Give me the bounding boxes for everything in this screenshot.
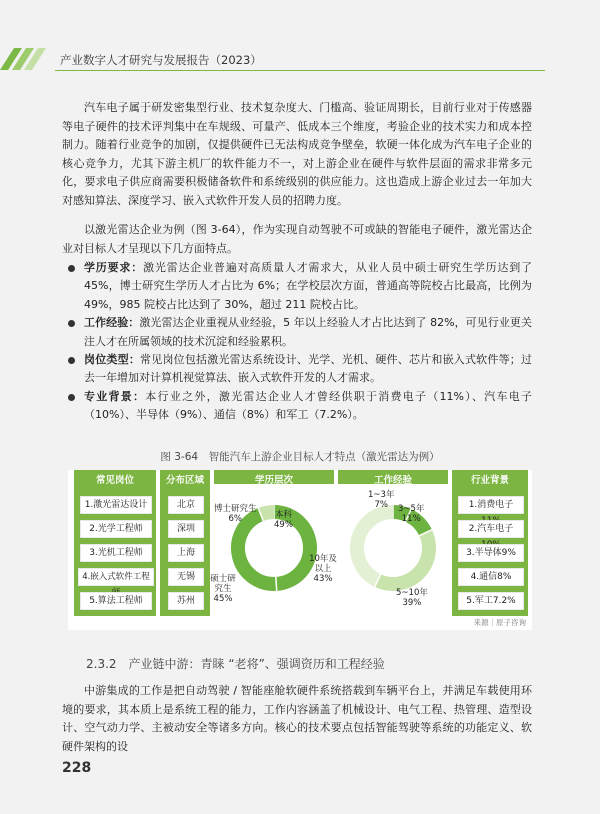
exp-label-3-5-value: 11% [401,514,421,524]
exp-label-10plus-name: 10年及以上 [309,554,337,574]
exp-label-3-5-name: 3~5年 [398,504,425,514]
industry-item: 4.通信8% [458,568,524,586]
position-item: 5.算法工程师 [80,592,152,610]
bullet-dot-icon [68,265,75,272]
exp-label-5-10 [396,588,428,608]
bullet-label: 工作经验： [84,316,140,330]
experience-panel [338,470,448,484]
region-item: 上海 [168,544,204,562]
edu-label-master [208,574,238,604]
positions-header: 常见岗位 [95,475,134,486]
regions-panel [160,470,210,616]
edu-slice-master [238,515,276,584]
education-header: 学历层次 [254,475,293,486]
region-item: 北京 [168,496,204,514]
region-item: 无锡 [168,568,204,586]
edu-label-master-value: 45% [213,594,233,604]
slice-separator [276,577,277,591]
section-title: 2.3.2 产业链中游：青睐 “老将”、强调资历和工程经验 [86,657,385,671]
exp-label-1-3 [368,490,394,510]
position-item: 4.嵌入式软件工程 [78,568,154,586]
exp-slice-5-10 [378,533,429,584]
industry-item: 1.消费电子 [458,496,524,514]
bullet-label: 学历要求： [84,261,144,274]
edu-slice-phd [261,512,274,515]
bullet-text: 激光雷达企业重视从业经验，5 年以上经验人才占比达到了 82%，可见行业更关注人才在所属领域的技术沉淀和经验累积。 [84,316,532,348]
bullet-dot-icon [68,357,75,364]
bullet-text: 激光雷达企业普遍对高质量人才需求大，从业人员中硕士研究生学历达到了 45%，博士研究生学历人才占比为 6%；在学校层次方面，普通高等院校占比最高，比例为 49%，985 院校占比达到了 30%，超过 211 院校占比。 [84,261,533,311]
edu-label-phd-value: 6% [228,514,242,524]
bullet-background [84,388,532,425]
figure-caption: 图 3-64 智能汽车上游企业目标人才特点（激光雷达为例） [160,451,440,463]
figure-3-64 [68,470,532,630]
education-panel [214,470,334,484]
bullet-label: 专业背景： [84,389,146,403]
paragraph-1-text: 汽车电子属于研发密集型行业、技术复杂度大、门槛高、验证周期长，目前行业对于传感器等电子硬件的技术评判集中在车规级、可量产、低成本三个维度，考验企业的技术实力和成本控制力。随着行业竞争的加剧，仅提供硬件已无法构成竞争壁垒，软硬一体化成为汽车电子企业的核心竞争力，尤其下游主机厂的软件能力不一，对上游企业在硬件与软件层面的需求非常多元化，要求电子供应商需要积极储备软件和系统级别的供应能力。这也造成上游企业过去一年加大对感知算法、深度学习、嵌入式软件开发人员的招聘力度。 [62,101,532,207]
industries-header: 行业背景 [470,475,509,486]
bullet-text: 常见岗位包括激光雷达系统设计、光学、光机、硬件、芯片和嵌入式软件等；过去一年增加对计算机视觉算法、嵌入式软件开发的人才需求。 [84,353,533,385]
exp-label-1-3-value: 7% [374,500,388,510]
bullet-experience [84,314,532,351]
industry-item: 3.半导体9% [458,544,524,562]
edu-label-phd [214,504,257,524]
bullet-positions [84,351,532,388]
position-item: 2.光学工程师 [80,520,152,538]
section-paragraph-text: 中游集成的工作是把自动驾驶 / 智能座舱软硬件系统搭载到车辆平台上，并满足车载使用环境的要求，其本质上是系统工程的能力，工作内容涵盖了机械设计、电气工程、热管理、造型设计、空气动力学、主被动安全等诸多方向。核心的技术要点包括智能驾驶等系统的功能定义、软硬件架构的设 [62,684,532,753]
exp-label-5-10-name: 5~10年 [396,588,428,598]
exp-label-1-3-name: 1~3年 [368,490,395,500]
bullet-list [84,259,532,425]
header-title: 产业数字人才研究与发展报告（2023） [60,53,262,67]
exp-label-10plus [306,554,340,584]
region-item: 深圳 [168,520,204,538]
header-divider [55,70,545,71]
position-item: 3.光机工程师 [80,544,152,562]
industry-item: 5.军工7.2% [458,592,524,610]
edu-label-bachelor-value: 49% [274,520,293,530]
paragraph-1 [62,99,532,211]
regions-header: 分布区域 [165,475,204,486]
industries-panel [452,470,528,616]
header-decoration-icon [0,48,48,70]
region-item: 苏州 [168,592,204,610]
exp-label-10plus-value: 43% [313,574,333,584]
position-item: 1.激光雷达设计 [80,496,152,514]
page-number: 228 [62,760,92,776]
edu-label-master-name: 硕士研究生 [210,574,236,594]
paragraph-2-text: 以激光雷达企业为例（图 3-64），作为实现自动驾驶不可或缺的智能电子硬件，激光雷达企业对目标人才呈现以下几方面特点。 [62,223,532,255]
edu-label-bachelor [274,510,293,530]
positions-panel [74,470,156,616]
bullet-dot-icon [68,394,75,401]
section-paragraph [62,682,532,756]
experience-header: 工作经验 [373,475,412,486]
exp-label-3-5 [398,504,424,524]
bullet-education [84,259,532,314]
exp-slice-10plus [357,512,393,581]
bullet-text: 本行业之外，激光雷达企业人才曾经供职于消费电子（11%）、汽车电子（10%）、半导体（9%）、通信（8%）和军工（7.2%）。 [84,389,532,422]
edu-label-phd-name: 博士研究生 [214,504,257,514]
bullet-label: 岗位类型： [84,353,141,367]
exp-label-5-10-value: 39% [402,598,422,608]
paragraph-2 [62,221,532,258]
bullet-dot-icon [68,320,75,327]
industry-item: 2.汽车电子 [458,520,524,538]
edu-label-bachelor-name: 本科 [274,510,292,520]
figure-source: 来源｜原子咨询 [473,618,526,627]
